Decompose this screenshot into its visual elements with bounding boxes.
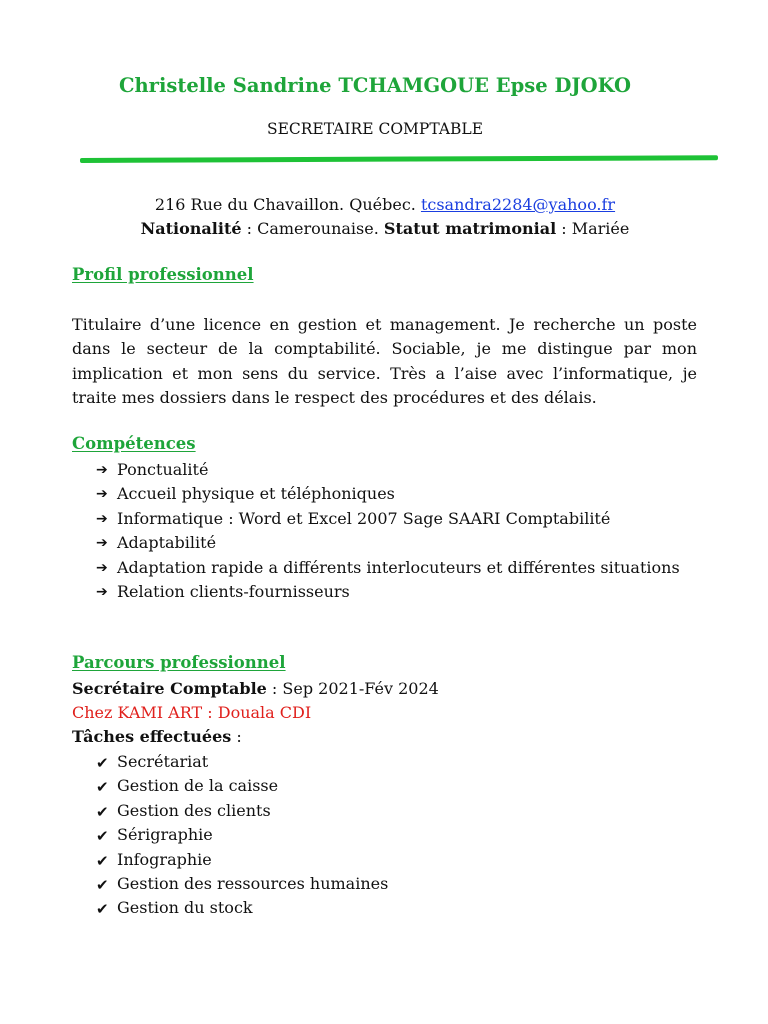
contact-block bbox=[0, 193, 768, 241]
skill-label: Accueil physique et téléphoniques bbox=[117, 484, 395, 504]
skills-heading: Compétences bbox=[72, 434, 196, 453]
address-line bbox=[0, 193, 768, 217]
checkmark-icon: ✔ bbox=[96, 754, 109, 772]
task-label: Gestion de la caisse bbox=[117, 776, 279, 796]
list-item bbox=[96, 823, 697, 847]
checkmark-icon: ✔ bbox=[96, 851, 109, 870]
task-label: Gestion des ressources humaines bbox=[117, 874, 389, 894]
tasks-suffix: : bbox=[231, 727, 242, 746]
profile-text: Titulaire d’une licence en gestion et management. Je recherche un poste dans le secteur de la comptabilité. Sociable, je me distingue par mon implication et mon sens du service. Très a l’aise avec l’informatique, je traite mes dossiers dans le respect des procédures et des délais. bbox=[72, 315, 697, 407]
profile-heading: Profil professionnel bbox=[72, 265, 254, 284]
email-link[interactable]: tcsandra2284@yahoo.fr bbox=[420, 195, 616, 214]
skill-label: Adaptation rapide a différents interlocuteurs et différentes situations bbox=[117, 557, 680, 577]
position-dates: : Sep 2021-Fév 2024 bbox=[266, 679, 439, 698]
job-title: SECRETAIRE COMPTABLE bbox=[266, 120, 484, 138]
checkmark-icon: ✔ bbox=[96, 827, 109, 846]
experience-heading: Parcours professionnel bbox=[72, 653, 286, 672]
list-item bbox=[96, 458, 697, 482]
arrow-right-icon: ➔ bbox=[96, 584, 108, 601]
nationality-value: : Camerounaise. bbox=[241, 219, 379, 238]
list-item bbox=[96, 872, 697, 896]
skill-label: Relation clients-fournisseurs bbox=[117, 582, 350, 602]
tasks-line bbox=[72, 725, 242, 749]
tasks-label: Tâches effectuées bbox=[72, 727, 232, 746]
company-line: Chez KAMI ART : Douala CDI bbox=[72, 703, 312, 722]
nationality-label: Nationalité bbox=[140, 219, 242, 238]
arrow-right-icon: ➔ bbox=[96, 535, 108, 552]
status-line bbox=[0, 217, 768, 241]
arrow-right-icon: ➔ bbox=[96, 510, 108, 527]
list-item bbox=[96, 531, 697, 555]
marital-label: Statut matrimonial bbox=[383, 219, 557, 238]
list-item bbox=[96, 556, 697, 580]
position-title: Secrétaire Comptable bbox=[72, 679, 267, 698]
task-label: Gestion des clients bbox=[117, 800, 271, 820]
skill-label: Ponctualité bbox=[117, 460, 209, 479]
checkmark-icon: ✔ bbox=[96, 778, 109, 797]
arrow-right-icon: ➔ bbox=[96, 486, 108, 503]
arrow-right-icon: ➔ bbox=[96, 559, 108, 576]
list-item bbox=[96, 482, 697, 506]
checkmark-icon: ✔ bbox=[96, 900, 109, 919]
tasks-list bbox=[96, 750, 697, 921]
header-divider bbox=[80, 155, 718, 163]
list-item bbox=[96, 507, 697, 531]
task-label: Secrétariat bbox=[117, 752, 209, 771]
list-item bbox=[96, 848, 697, 872]
list-item bbox=[96, 896, 697, 920]
list-item bbox=[96, 580, 697, 604]
list-item bbox=[96, 799, 697, 823]
task-label: Gestion du stock bbox=[117, 898, 253, 918]
skill-label: Adaptabilité bbox=[117, 533, 217, 553]
position-line bbox=[72, 677, 439, 701]
marital-value: : Mariée bbox=[556, 219, 630, 238]
task-label: Sérigraphie bbox=[117, 825, 213, 845]
list-item bbox=[96, 774, 697, 798]
skill-label: Informatique : Word et Excel 2007 Sage SAARI Comptabilité bbox=[117, 508, 611, 528]
address: 216 Rue du Chavaillon. Québec. bbox=[154, 195, 416, 214]
list-item bbox=[96, 750, 697, 774]
task-label: Infographie bbox=[117, 849, 212, 869]
checkmark-icon: ✔ bbox=[96, 876, 109, 895]
checkmark-icon: ✔ bbox=[96, 802, 109, 821]
skills-list bbox=[96, 458, 697, 604]
arrow-right-icon: ➔ bbox=[96, 462, 108, 478]
candidate-name: Christelle Sandrine TCHAMGOUE Epse DJOKO bbox=[118, 74, 632, 97]
